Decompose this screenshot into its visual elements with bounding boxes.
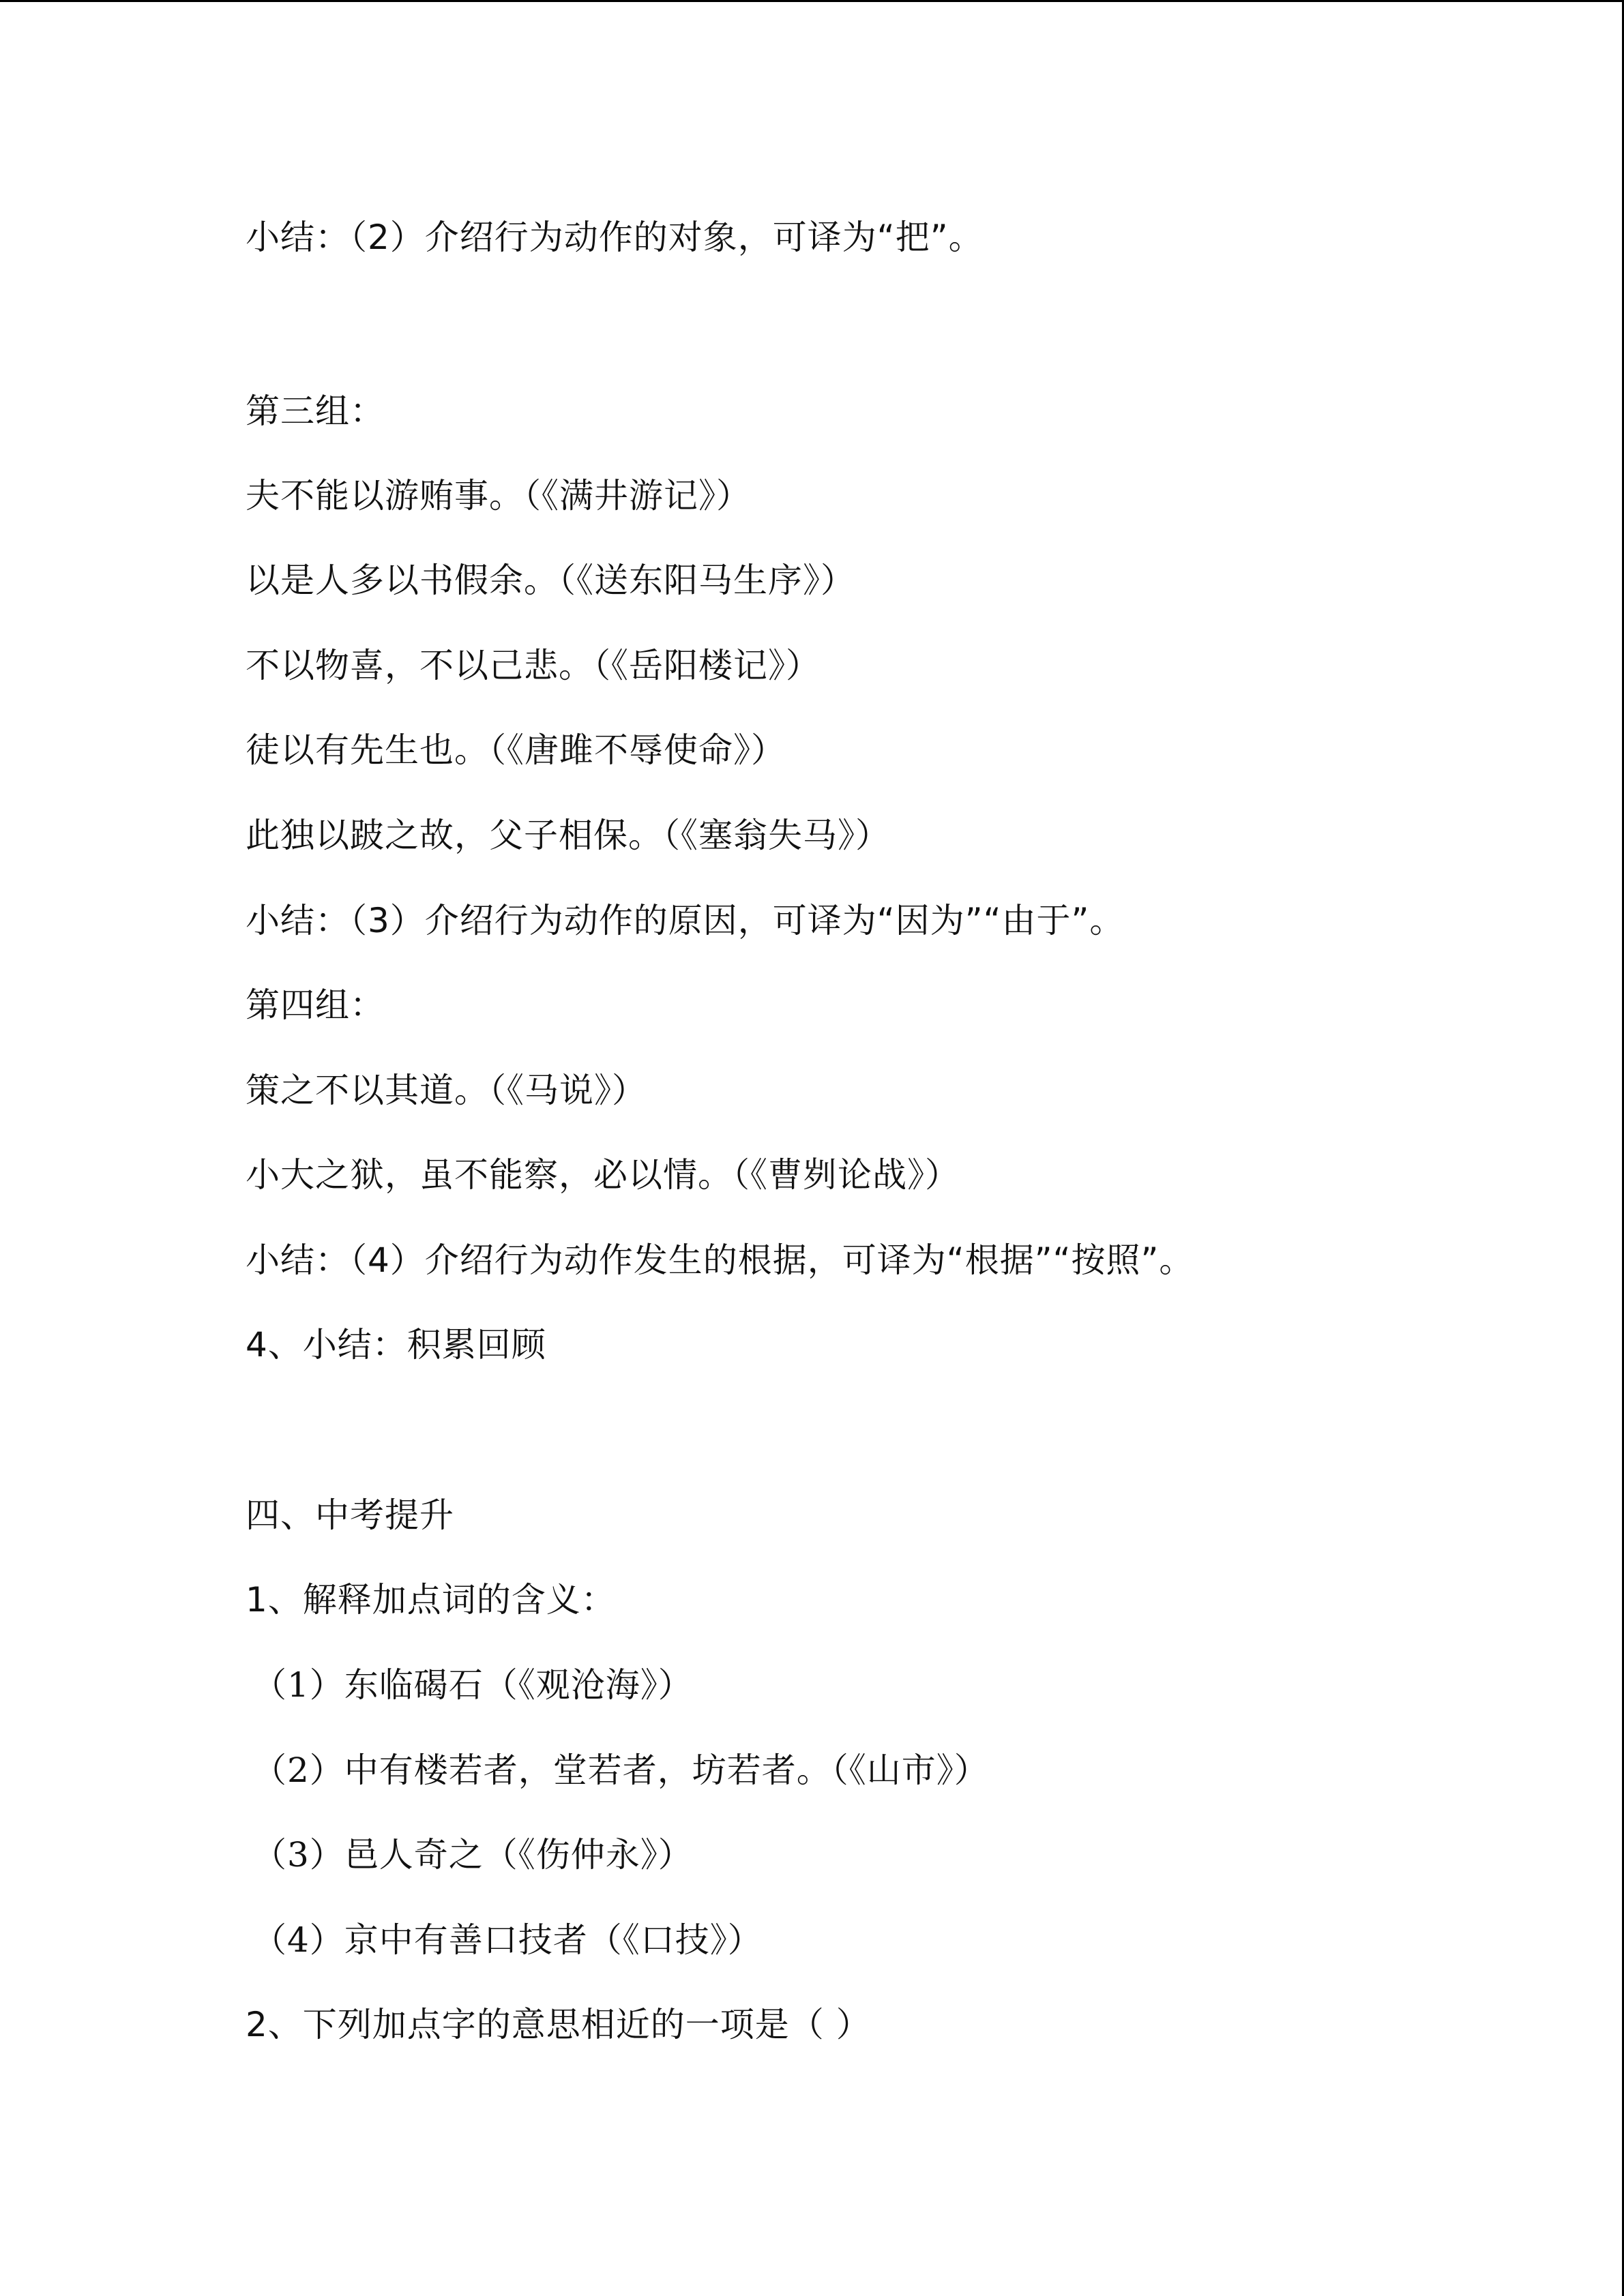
summary-object: 小结：（2）介绍行为动作的对象，可译为“把”。 — [246, 218, 984, 257]
group-three-heading: 第三组： — [246, 391, 385, 431]
question-item: （1）东临碣石（《观沧海》） — [252, 1665, 693, 1705]
example-line: 夫不能以游贿事。（《满井游记》） — [246, 476, 751, 516]
summary-reason: 小结：（3）介绍行为动作的原因，可译为“因为”“由于”。 — [246, 901, 1125, 940]
example-line: 策之不以其道。（《马说》） — [246, 1071, 647, 1110]
example-line: 以是人多以书假余。（《送东阳马生序》） — [246, 561, 855, 600]
example-line: 小大之狱，虽不能察，必以情。（《曹刿论战》） — [246, 1155, 960, 1195]
summary-basis: 小结：（4）介绍行为动作发生的根据，可译为“根据”“按照”。 — [246, 1240, 1194, 1280]
section-heading-exam: 四、中考提升 — [246, 1495, 454, 1535]
group-four-heading: 第四组： — [246, 985, 385, 1025]
question-two-heading: 2、下列加点字的意思相近的一项是（ ） — [246, 2005, 871, 2044]
example-line: 不以物喜，不以己悲。（《岳阳楼记》） — [246, 646, 821, 685]
question-item: （2）中有楼若者，堂若者，坊若者。（《山市》） — [252, 1750, 989, 1790]
section-summary-review: 4、小结：积累回顾 — [246, 1325, 546, 1365]
question-item: （3）邑人奇之（《伤仲永》） — [252, 1835, 693, 1875]
example-line: 徒以有先生也。（《唐雎不辱使命》） — [246, 730, 786, 770]
example-line: 此独以跛之故，父子相保。（《塞翁失马》） — [246, 816, 890, 855]
question-item: （4）京中有善口技者（《口技》） — [252, 1920, 763, 1960]
question-one-heading: 1、解释加点词的含义： — [246, 1580, 616, 1620]
